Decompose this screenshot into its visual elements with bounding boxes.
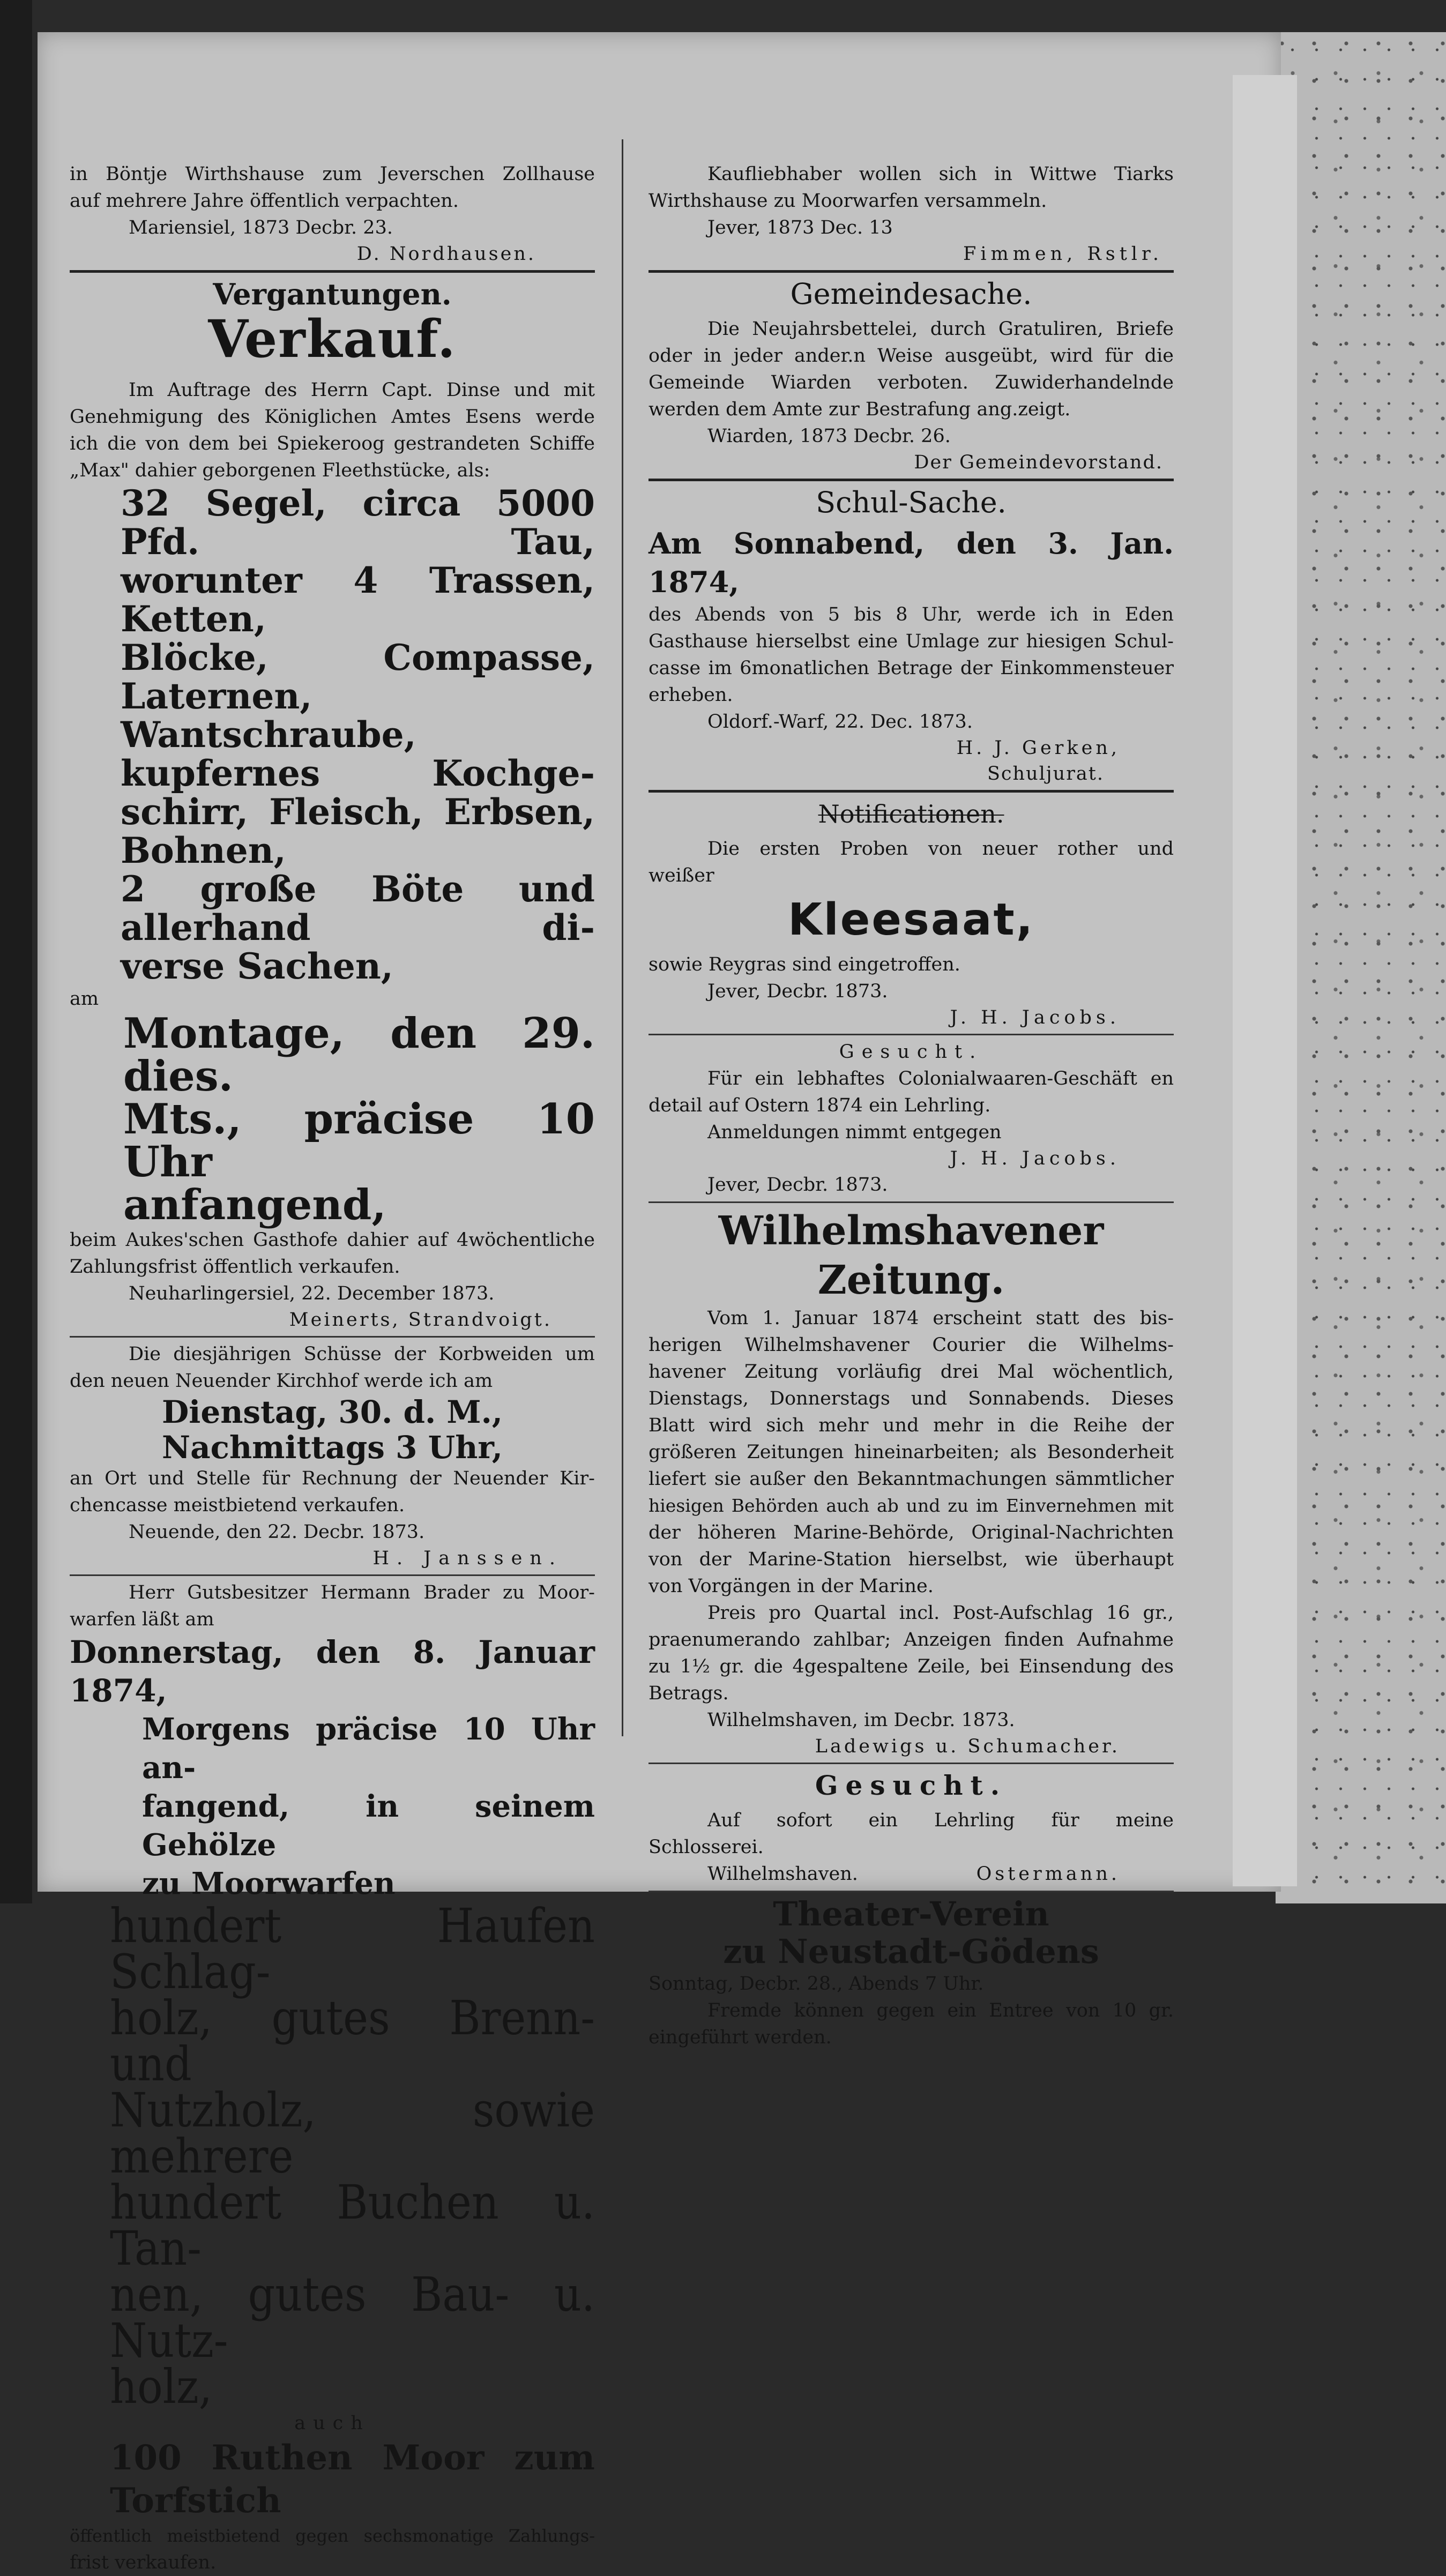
date-line: anfangend,: [123, 1181, 386, 1229]
page-edge-strip: [1233, 75, 1297, 1886]
text-line: sowie Reygras sind eingetroffen.: [649, 954, 960, 975]
text-line: hiesigen Behörden auch ab und zu im Einvernehmen mit: [649, 1495, 1174, 1516]
goods-line: holz, gutes Brenn- und: [110, 1990, 595, 2092]
text-line: Anmeldungen nimmt entgegen: [707, 1122, 1002, 1143]
left-column: [70, 161, 595, 2576]
section-rule: [649, 1034, 1174, 1035]
section-rule: [649, 790, 1174, 793]
item-list: [70, 484, 595, 985]
text-line: Genehmigung des Königlichen Amtes Esens werde: [70, 406, 595, 428]
text-line: havener Zeitung vorläufig drei Mal wöchentlich,: [649, 1361, 1174, 1383]
dateline: Oldorf.-Warf, 22. Dec. 1873.: [707, 711, 973, 733]
goods-line: hundert Haufen Schlag-: [110, 1898, 595, 1999]
text-line: der höheren Marine-Behörde, Original-Nachrichten: [649, 1522, 1174, 1543]
section-heading: Notificationen.: [818, 800, 1004, 828]
book-cover-edge: [1276, 32, 1446, 1903]
item-line: Wantschraube, kupfernes Kochge-: [121, 714, 595, 794]
section-rule: [649, 1763, 1174, 1764]
date-line: Mts., präcise 10 Uhr: [123, 1095, 595, 1186]
date-line: Dienstag, 30. d. M.,: [162, 1394, 503, 1430]
signature: J. H. Jacobs.: [950, 1007, 1120, 1028]
text-line: Gemeinde Wiarden verboten. Zuwiderhandelnde: [649, 372, 1174, 393]
holz-goods-block: [70, 1898, 595, 2414]
text-line: Die ersten Proben von neuer rother und: [707, 838, 1174, 860]
text-line: warfen läßt am: [70, 1609, 214, 1630]
moor-block: [70, 2437, 595, 2522]
text-line: größeren Zeitungen hineinarbeiten; als Besonderheit: [649, 1442, 1174, 1463]
item-line: schirr, Fleisch, Erbsen, Bohnen,: [121, 791, 595, 871]
goods-line: hundert Buchen u. Tan-: [110, 2175, 595, 2276]
signature: Fimmen, Rstlr.: [963, 243, 1163, 265]
gesucht2-footer: [649, 1861, 1174, 1887]
section-rule: [70, 1574, 595, 1576]
section-rule: [70, 270, 595, 273]
book-spine-edge: [0, 0, 32, 1903]
text-line: Fremde können gegen ein Entree von 10 gr.: [707, 2000, 1174, 2021]
dateline: Jever, Decbr. 1873.: [707, 981, 888, 1002]
text-line: öffentlich meistbietend gegen sechsmonatige Zahlungs-: [70, 2526, 595, 2546]
holz-time-block: [70, 1710, 595, 1903]
text-line: Zahlungsfrist öffentlich verkaufen.: [70, 1256, 400, 1278]
newspaper-title: Wilhelmshavener Zeitung.: [718, 1208, 1104, 1303]
text-line: Preis pro Quartal incl. Post-Aufschlag 16 gr.,: [707, 1602, 1174, 1624]
signature: Ladewigs u. Schumacher.: [815, 1736, 1120, 1757]
text-line: Für ein lebhaftes Colonialwaaren-Geschäft en: [707, 1068, 1174, 1089]
text-line: chencasse meistbietend verkaufen.: [70, 1495, 405, 1516]
text-line: Wirthshause zu Moorwarfen versammeln.: [649, 190, 1047, 212]
text-line: auf mehrere Jahre öffentlich verpachten.: [70, 190, 459, 212]
date-line: Montage, den 29. dies.: [123, 1009, 595, 1101]
text-line: auch: [294, 2413, 370, 2434]
text-line: Gasthause hierselbst eine Umlage zur hiesigen Schul-: [649, 631, 1174, 652]
signature: H. J. Gerken,: [956, 737, 1120, 759]
text-line: casse im 6monatlichen Betrage der Einkommensteuer: [649, 658, 1174, 679]
text-line: Die Neujahrsbettelei, durch Gratuliren, Briefe: [707, 318, 1174, 340]
dateline: Neuharlingersiel, 22. December 1873.: [129, 1283, 495, 1304]
goods-line: nen, gutes Bau- u. Nutz-: [110, 2267, 595, 2368]
text-line: herigen Wilhelmshavener Courier die Wilhelms-: [649, 1334, 1174, 1356]
text-line: frist verkaufen.: [70, 2552, 217, 2573]
dateline: Wilhelmshaven.: [707, 1863, 858, 1885]
date-line: Nachmittags 3 Uhr,: [162, 1429, 503, 1466]
text-line: oder in jeder ander.n Weise ausgeübt, wird für die: [649, 345, 1174, 367]
dateline: Wiarden, 1873 Decbr. 26.: [707, 425, 951, 447]
goods-line: Torfstich: [110, 2481, 281, 2521]
product-title: Kleesaat,: [788, 894, 1034, 945]
item-line: verse Sachen,: [121, 945, 393, 987]
text-line: eingeführt werden.: [649, 2027, 832, 2048]
section-heading: Gesucht.: [839, 1041, 983, 1063]
text-line: liefert sie außer den Bekanntmachungen sämmtlicher: [649, 1468, 1174, 1490]
text-line: erheben.: [649, 684, 733, 706]
signature: Der Gemeindevorstand.: [914, 452, 1163, 473]
section-rule: [649, 479, 1174, 481]
goods-line: Nutzholz, sowie mehrere: [110, 2082, 595, 2184]
text-line: weißer: [649, 865, 714, 886]
text-line: „Max" dahier geborgenen Fleethstücke, als:: [70, 460, 490, 481]
ad-title: Verkauf.: [208, 309, 457, 369]
text-line: von der Marine-Station hierselbst, wie überhaupt: [649, 1549, 1174, 1570]
text-line: Vom 1. Januar 1874 erscheint statt des bis-: [707, 1308, 1174, 1329]
signature: J. H. Jacobs.: [950, 1148, 1120, 1169]
text-line: Dienstags, Donnerstags und Sonnabends. Dieses: [649, 1388, 1174, 1409]
sale-date-block: [70, 1009, 595, 1229]
right-column: [649, 161, 1174, 2051]
text-line: beim Aukes'schen Gasthofe dahier auf 4wöchentliche: [70, 1229, 595, 1251]
text-line: Im Auftrage des Herrn Capt. Dinse und mit: [129, 379, 595, 401]
signature: Ostermann.: [976, 1863, 1120, 1885]
theater-title: Theater-Verein: [773, 1894, 1049, 1933]
signature: H. Janssen.: [372, 1548, 563, 1569]
item-line: 2 große Böte und allerhand di-: [121, 868, 595, 949]
text-line: Sonntag, Decbr. 28., Abends 7 Uhr.: [649, 1973, 984, 1995]
goods-line: 100 Ruthen Moor zum: [110, 2438, 595, 2478]
signature: Schuljurat.: [987, 763, 1104, 785]
text-line: praenumerando zahlbar; Anzeigen finden Aufnahme: [649, 1629, 1174, 1651]
date-line: zu Moorwarfen: [142, 1866, 396, 1901]
text-line: Auf sofort ein Lehrling für meine: [707, 1810, 1174, 1831]
signature: Meinerts, Strandvoigt.: [289, 1309, 552, 1331]
text-line: detail auf Ostern 1874 ein Lehrling.: [649, 1095, 991, 1116]
date-line: fangend, in seinem Gehölze: [142, 1789, 595, 1863]
section-rule: [649, 1201, 1174, 1203]
dateline: Mariensiel, 1873 Decbr. 23.: [129, 217, 393, 238]
dateline: Jever, 1873 Dec. 13: [707, 217, 893, 238]
text-line: in Böntje Wirthshause zum Jeverschen Zollhause: [70, 163, 595, 185]
text-line: Die diesjährigen Schüsse der Korbweiden um: [129, 1343, 595, 1365]
text-line: des Abends von 5 bis 8 Uhr, werde ich in Eden: [649, 604, 1174, 625]
text-line: an Ort und Stelle für Rechnung der Neuender Kir-: [70, 1468, 595, 1489]
text-line: Kaufliebhaber wollen sich in Wittwe Tiarks: [707, 163, 1174, 185]
signature: D. Nordhausen.: [356, 243, 536, 265]
text-line: ich die von dem bei Spiekeroog gestrandeten Schiffe: [70, 433, 595, 454]
item-line: 32 Segel, circa 5000 Pfd. Tau,: [121, 482, 595, 563]
dateline: Neuende, den 22. Decbr. 1873.: [129, 1521, 425, 1543]
date-line: Donnerstag, den 8. Januar 1874,: [70, 1634, 595, 1709]
section-heading: Vergantungen.: [213, 277, 452, 311]
dateline: Wilhelmshaven, im Decbr. 1873.: [707, 1709, 1015, 1731]
section-heading: Gesucht.: [815, 1769, 1008, 1801]
section-heading: Schul-Sache.: [816, 486, 1007, 519]
text-line: zu 1½ gr. die 4gespaltene Zeile, bei Einsendung des: [649, 1656, 1174, 1677]
section-heading: Gemeindesache.: [790, 277, 1032, 311]
item-line: worunter 4 Trassen, Ketten,: [121, 559, 595, 640]
text-line: am: [70, 988, 99, 1010]
date-line: Morgens präcise 10 Uhr an-: [142, 1712, 595, 1786]
text-line: Schlosserei.: [649, 1836, 764, 1858]
date-line: Am Sonnabend, den 3. Jan. 1874,: [649, 526, 1174, 599]
text-line: werden dem Amte zur Bestrafung ang.zeigt.: [649, 399, 1071, 420]
section-rule: [70, 1336, 595, 1338]
text-line: Herr Gutsbesitzer Hermann Brader zu Moor-: [129, 1582, 595, 1603]
dateline: Jever, Decbr. 1873.: [707, 1174, 888, 1196]
column-divider: [622, 139, 623, 1736]
goods-line: holz,: [110, 2359, 212, 2414]
theater-title: zu Neustadt-Gödens: [723, 1932, 1099, 1971]
text-line: Betrags.: [649, 1683, 729, 1704]
text-line: den neuen Neuender Kirchhof werde ich am: [70, 1370, 493, 1392]
text-line: Blatt wird sich mehr und mehr in die Reihe der: [649, 1415, 1174, 1436]
section-rule: [649, 270, 1174, 273]
section-rule: [649, 1891, 1174, 1892]
text-line: von Vorgängen in der Marine.: [649, 1576, 934, 1597]
item-line: Blöcke, Compasse, Laternen,: [121, 637, 595, 717]
